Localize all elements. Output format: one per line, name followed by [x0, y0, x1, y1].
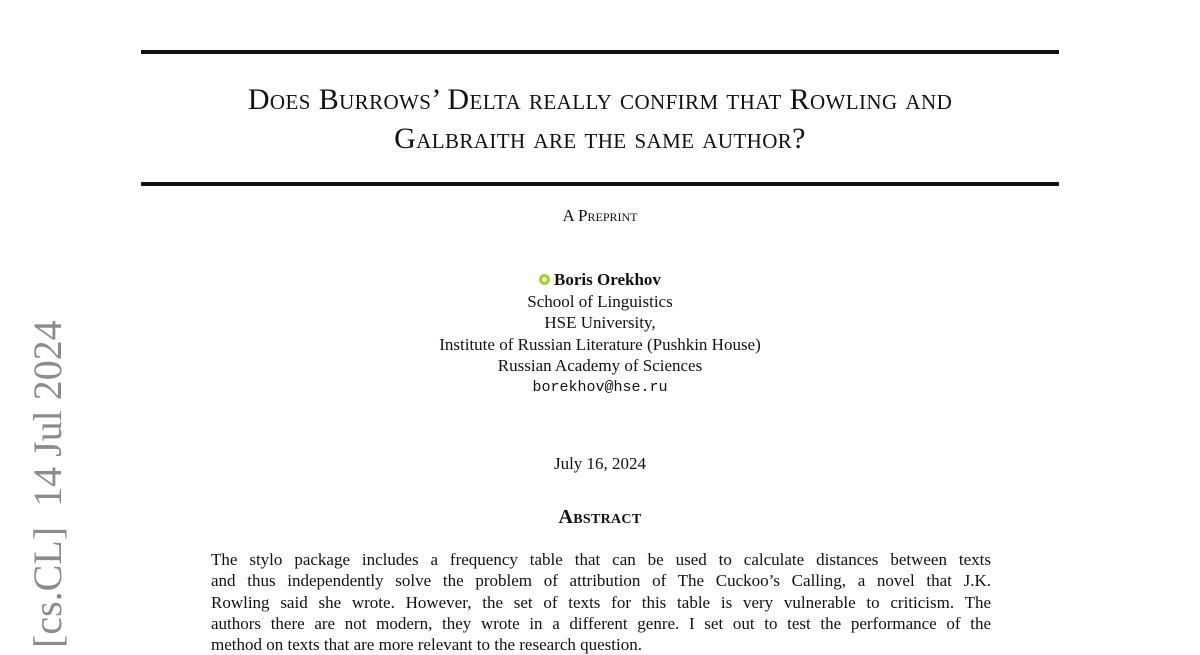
abstract-line: and thus independently solve the problem of attribution of The Cuckoo’s Calling, a novel that J.K. — [211, 571, 991, 591]
title-bottom-rule — [141, 182, 1059, 186]
affiliation-line: Institute of Russian Literature (Pushkin House) — [439, 334, 761, 354]
affiliation-line: Russian Academy of Sciences — [497, 356, 703, 376]
author-name-row — [0, 269, 1200, 291]
affiliation-line: HSE University, — [544, 313, 656, 333]
abstract-line: Rowling said she wrote. However, the set of texts for this table is very vulnerable to criticism. The — [211, 592, 991, 612]
orcid-icon[interactable] — [539, 274, 550, 285]
abstract-line: method on texts that are more relevant to the research question. — [211, 635, 642, 655]
author-name-container — [539, 269, 661, 291]
arxiv-category: [cs.CL] — [25, 526, 70, 648]
paper-title-line-2: Galbraith are the same author? — [394, 122, 806, 155]
author-name: Boris Orekhov — [554, 270, 661, 289]
preprint-label: A Preprint — [562, 206, 638, 225]
arxiv-stamp — [25, 320, 70, 648]
author-email[interactable]: borekhov@hse.ru — [532, 378, 668, 396]
abstract-heading: Abstract — [558, 506, 642, 528]
abstract-line: The stylo package includes a frequency table that can be used to calculate distances between texts — [211, 550, 991, 569]
paper-date: July 16, 2024 — [553, 454, 647, 473]
arxiv-date: 14 Jul 2024 — [25, 320, 70, 507]
paper-title — [141, 80, 1059, 158]
paper-title-line-1: Does Burrows’ Delta really confirm that Rowling and — [247, 83, 953, 116]
abstract-body — [211, 549, 991, 655]
title-top-rule — [141, 50, 1059, 54]
affiliation-line: School of Linguistics — [527, 291, 673, 311]
author-block — [0, 269, 1200, 398]
abstract-line: authors there are not modern, they wrote in a different genre. I set out to test the performance of the — [211, 613, 991, 633]
